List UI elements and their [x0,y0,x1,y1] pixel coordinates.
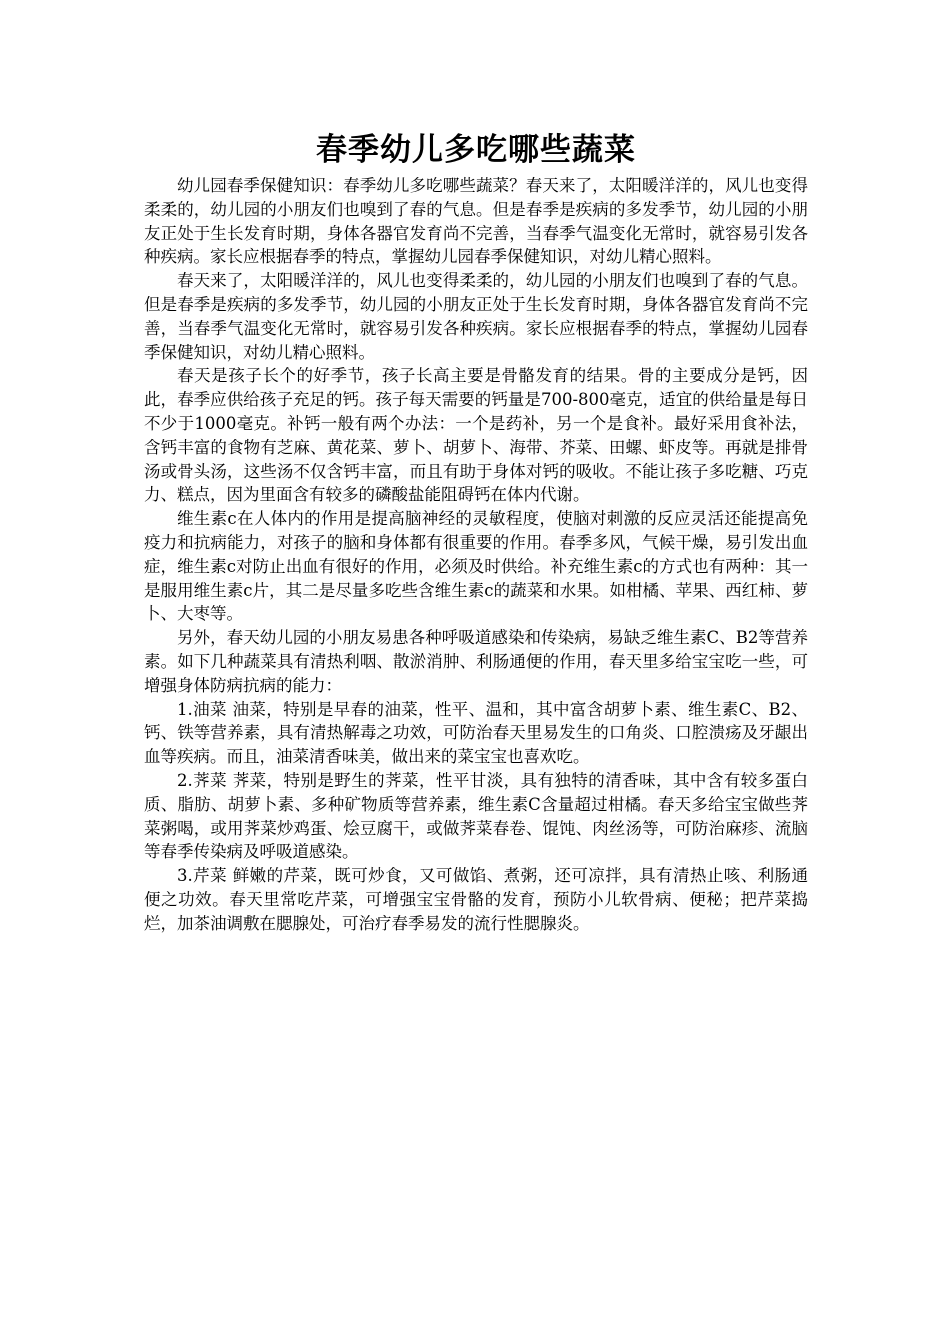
paragraph-shepherds-purse: 2.荠菜 荠菜，特别是野生的荠菜，性平甘淡，具有独特的清香味，其中含有较多蛋白质、脂肪、胡萝卜素、多种矿物质等营养素，维生素C含量超过柑橘。春天多给宝宝做些荠菜粥喝，或用荠菜炒鸡蛋、烩豆腐干，或做荠菜春卷、馄饨、肉丝汤等，可防治麻疹、流脑等春季传染病及呼吸道感染。 [144,770,808,862]
document-title: 春季幼儿多吃哪些蔬菜 [316,132,636,168]
document-body [144,126,808,936]
paragraph-vitamin-c: 维生素c在人体内的作用是提高脑神经的灵敏程度，使脑对刺激的反应灵活还能提高免疫力和抗病能力，对孩子的脑和身体都有很重要的作用。春季多风，气候干燥，易引发出血症，维生素c对防止出血有很好的作用，必须及时供给。补充维生素c的方式也有两种：其一是服用维生素c片，其二是尽量多吃些含维生素c的蔬菜和水果。如柑橘、苹果、西红柿、萝卜、大枣等。 [144,509,808,624]
paragraph-celery: 3.芹菜 鲜嫩的芹菜，既可炒食，又可做馅、煮粥，还可凉拌，具有清热止咳、利肠通便之功效。春天里常吃芹菜，可增强宝宝骨骼的发育，预防小儿软骨病、便秘；把芹菜捣烂，加茶油调敷在腮腺处，可治疗春季易发的流行性腮腺炎。 [144,866,808,933]
paragraph-vegetables-intro: 另外，春天幼儿园的小朋友易患各种呼吸道感染和传染病，易缺乏维生素C、B2等营养素。如下几种蔬菜具有清热利咽、散淤消肿、利肠通便的作用，春天里多给宝宝吃一些，可增强身体防病抗病的能力： [144,628,808,695]
paragraph-calcium: 春天是孩子长个的好季节，孩子长高主要是骨骼发育的结果。骨的主要成分是钙，因此，春季应供给孩子充足的钙。孩子每天需要的钙量是700-800毫克，适宜的供给量是每日不少于1000毫克。补钙一般有两个办法：一个是药补，另一个是食补。最好采用食补法，含钙丰富的食物有芝麻、黄花菜、萝卜、胡萝卜、海带、芥菜、田螺、虾皮等。再就是排骨汤或骨头汤，这些汤不仅含钙丰富，而且有助于身体对钙的吸收。不能让孩子多吃糖、巧克力、糕点，因为里面含有较多的磷酸盐能阻碍钙在体内代谢。 [144,366,808,505]
paragraph-intro: 幼儿园春季保健知识：春季幼儿多吃哪些蔬菜？春天来了，太阳暖洋洋的，风儿也变得柔柔的，幼儿园的小朋友们也嗅到了春的气息。但是春季是疾病的多发季节，幼儿园的小朋友正处于生长发育时期，身体各器官发育尚不完善，当春季气温变化无常时，就容易引发各种疾病。家长应根据春季的特点，掌握幼儿园春季保健知识，对幼儿精心照料。 [144,176,808,267]
paragraph-spring-health: 春天来了，太阳暖洋洋的，风儿也变得柔柔的，幼儿园的小朋友们也嗅到了春的气息。但是春季是疾病的多发季节，幼儿园的小朋友正处于生长发育时期，身体各器官发育尚不完善，当春季气温变化无常时，就容易引发各种疾病。家长应根据春季的特点，掌握幼儿园春季保健知识，对幼儿精心照料。 [144,271,808,362]
paragraph-rapeseed: 1.油菜 油菜，特别是早春的油菜，性平、温和，其中富含胡萝卜素、维生素C、B2、钙、铁等营养素，具有清热解毒之功效，可防治春天里易发生的口角炎、口腔溃疡及牙龈出血等疾病。而且，油菜清香味美，做出来的菜宝宝也喜欢吃。 [144,699,808,767]
